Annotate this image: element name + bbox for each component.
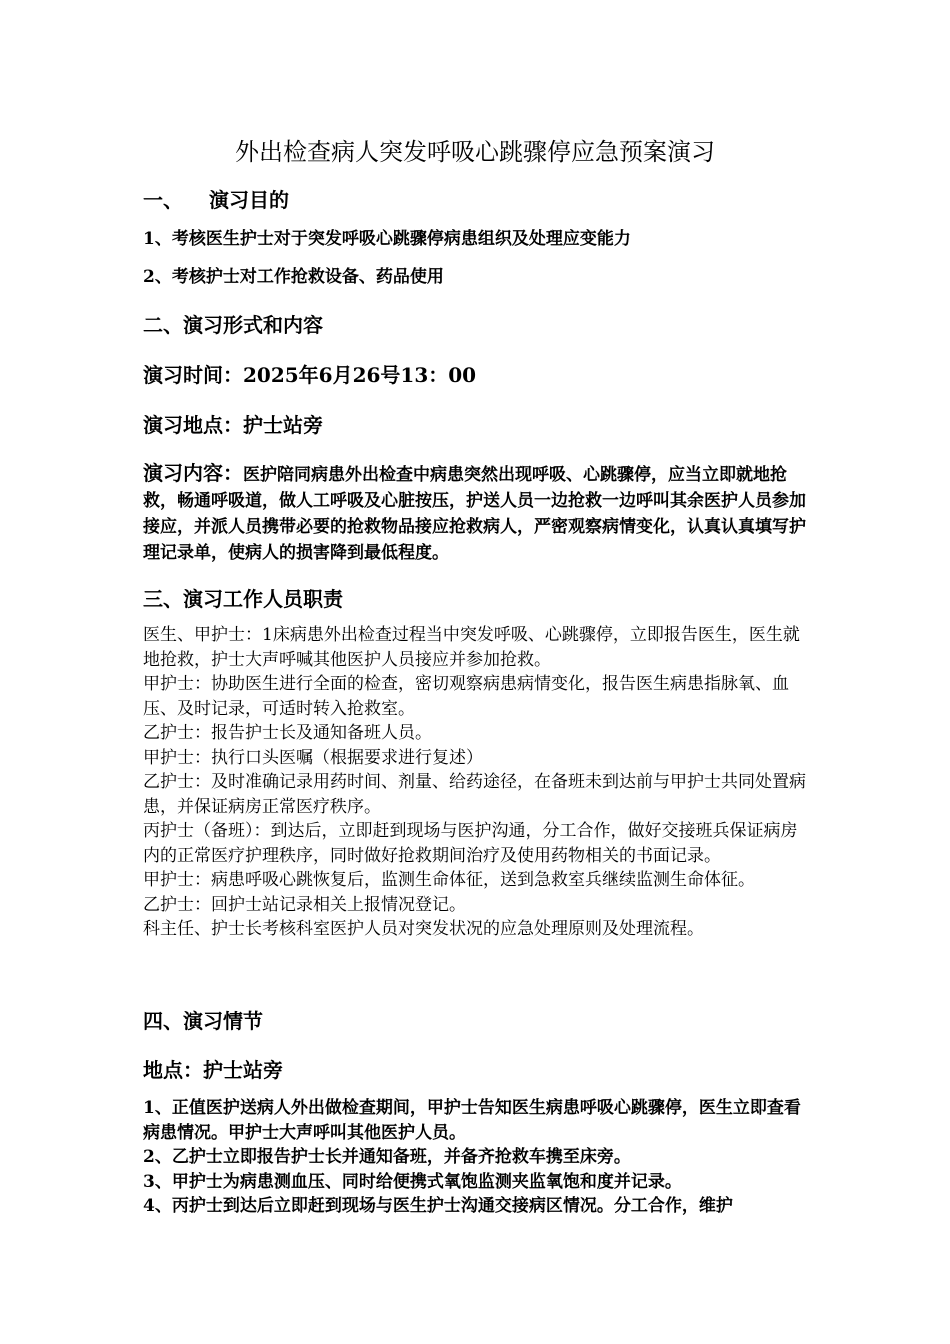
drill-place: 演习地点：护士站旁	[143, 413, 323, 437]
scene-step: 1、正值医护送病人外出做检查期间，甲护士告知医生病患呼吸心跳骤停，医生立即查看病患情况。甲护士大声呼叫其他医护人员。	[143, 1098, 801, 1143]
section1-number: 一、	[143, 188, 183, 212]
objective-item-2: 2、考核护士对工作抢救设备、药品使用	[143, 267, 444, 287]
scene-step: 3、甲护士为病患测血压、同时给便携式氧饱监测夹监氧饱和度并记录。	[143, 1171, 682, 1192]
drill-time: 演习时间：2025年6月26号13：00	[143, 363, 477, 387]
section2-heading: 二、演习形式和内容	[143, 313, 323, 337]
section1-heading	[143, 185, 289, 215]
drill-content-text: 医护陪同病患外出检查中病患突然出现呼吸、心跳骤停，应当立即就地抢救，畅通呼吸道，做人工呼吸及心脏按压，护送人员一边抢救一边呼叫其余医护人员参加接应，并派人员携带必要的抢救物品接应抢救病人，严密观察病情变化，认真认真填写护理记录单，使病人的损害降到最低程度。	[143, 465, 806, 563]
duty-item: 甲护士：执行口头医嘱（根据要求进行复述）	[143, 747, 483, 768]
drill-content	[143, 460, 808, 566]
duty-item: 丙护士（备班）：到达后，立即赶到现场与医护沟通，分工合作，做好交接班兵保证病房内的正常医疗护理秩序，同时做好抢救期间治疗及使用药物相关的书面记录。	[143, 821, 798, 866]
scene-place: 地点：护士站旁	[143, 1058, 283, 1082]
duty-item: 甲护士：协助医生进行全面的检查，密切观察病患病情变化，报告医生病患指脉氧、血压、及时记录，可适时转入抢救室。	[143, 674, 789, 719]
duty-item: 甲护士：病患呼吸心跳恢复后，监测生命体征，送到急救室兵继续监测生命体征。	[143, 870, 755, 890]
duty-item: 科主任、护士长考核科室医护人员对突发状况的应急处理原则及处理流程。	[143, 919, 704, 939]
scene-step: 2、乙护士立即报告护士长并通知备班，并备齐抢救车携至床旁。	[143, 1147, 631, 1167]
drill-content-label: 演习内容：	[143, 461, 243, 485]
duty-item: 乙护士：报告护士长及通知备班人员。	[143, 723, 432, 743]
objective-item-1: 1、考核医生护士对于突发呼吸心跳骤停病患组织及处理应变能力	[143, 229, 631, 249]
document-title: 外出检查病人突发呼吸心跳骤停应急预案演习	[235, 138, 715, 166]
scene-step: 4、丙护士到达后立即赶到现场与医生护士沟通交接病区情况。分工合作，维护	[143, 1196, 733, 1216]
section4-heading: 四、演习情节	[143, 1009, 263, 1033]
scene-steps	[143, 1096, 808, 1219]
duty-item: 医生、甲护士：1床病患外出检查过程当中突发呼吸、心跳骤停，立即报告医生，医生就地抢救，护士大声呼喊其他医护人员接应并参加抢救。	[143, 625, 800, 670]
duties-list	[143, 623, 808, 942]
duty-item: 乙护士：回护士站记录相关上报情况登记。	[143, 894, 466, 915]
section3-heading: 三、演习工作人员职责	[143, 587, 343, 611]
duty-item: 乙护士：及时准确记录用药时间、剂量、给药途径，在备班未到达前与甲护士共同处置病患，并保证病房正常医疗秩序。	[143, 772, 806, 817]
section1-title: 演习目的	[209, 188, 289, 212]
